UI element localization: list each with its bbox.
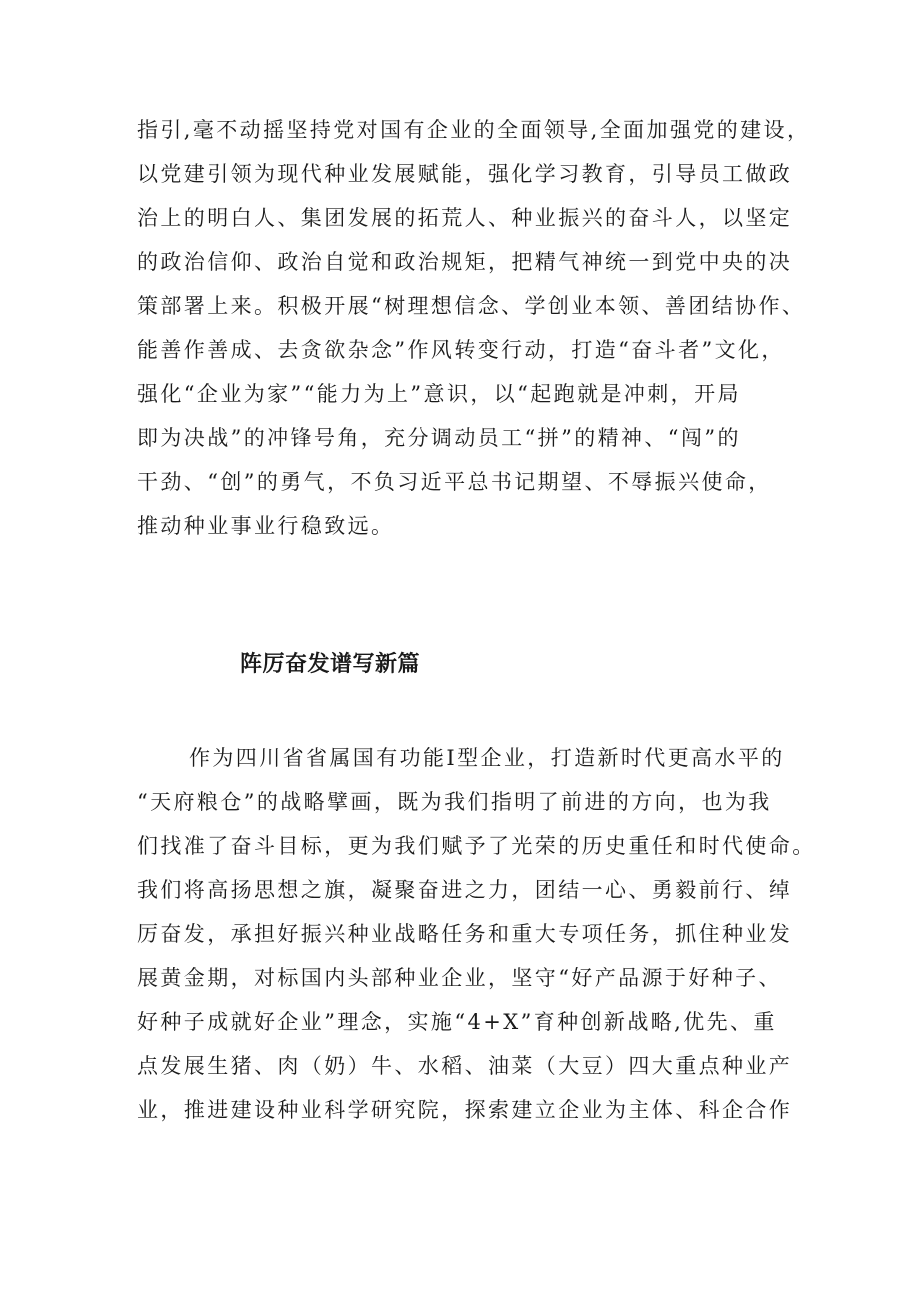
- section-heading: 阵厉奋发谱写新篇: [240, 652, 421, 677]
- paragraph-line: 的政治信仰、政治自觉和政治规矩，把精气神统一到党中央的决: [137, 250, 793, 274]
- paragraph-line: 厉奋发，承担好振兴种业战略任务和重大专项任务，抓住种业发: [137, 922, 793, 946]
- paragraph-line: 能善作善成、去贪欲杂念”作风转变行动，打造“奋斗者”文化，: [137, 338, 785, 362]
- paragraph-line: 作为四川省省属国有功能Ⅰ型企业，打造新时代更高水平的: [189, 746, 785, 770]
- paragraph-line: 展黄金期，对标国内头部种业企业，坚守“好产品源于好种子、: [137, 966, 782, 990]
- paragraph-line: “天府粮仓”的战略擘画，既为我们指明了前进的方向，也为我: [137, 790, 772, 814]
- paragraph-line: 强化“企业为家”“能力为上”意识，以“起跑就是冲刺，开局: [137, 382, 741, 406]
- paragraph-line: 策部署上来。积极开展“树理想信念、学创业本领、善团结协作、: [137, 294, 806, 318]
- paragraph-line: 以党建引领为现代种业发展赋能，强化学习教育，引导员工做政: [137, 162, 793, 186]
- paragraph-line: 我们将高扬思想之旗，凝聚奋进之力，团结一心、勇毅前行、绰: [137, 878, 793, 902]
- paragraph-line: 推动种业事业行稳致远。: [137, 514, 395, 538]
- paragraph-line: 指引,毫不动摇坚持党对国有企业的全面领导,全面加强党的建设，: [137, 118, 811, 142]
- paragraph-line: 治上的明白人、集团发展的拓荒人、种业振兴的奋斗人，以坚定: [137, 206, 793, 230]
- paragraph-line: 即为决战”的冲锋号角，充分调动员工“拼”的精神、“闯”的: [137, 426, 741, 450]
- paragraph-line: 好种子成就好企业”理念，实施“4+X”育种创新战略,优先、重: [137, 1010, 777, 1034]
- paragraph-line: 点发展生猪、肉（奶）牛、水稻、油菜（大豆）四大重点种业产: [137, 1054, 793, 1078]
- paragraph-line: 干劲、“创”的勇气，不负习近平总书记期望、不辱振兴使命，: [137, 470, 772, 494]
- paragraph-line: 业，推进建设种业科学研究院，探索建立企业为主体、科企合作: [137, 1098, 793, 1122]
- paragraph-line: 们找准了奋斗目标，更为我们赋予了光荣的历史重任和时代使命。: [137, 834, 816, 858]
